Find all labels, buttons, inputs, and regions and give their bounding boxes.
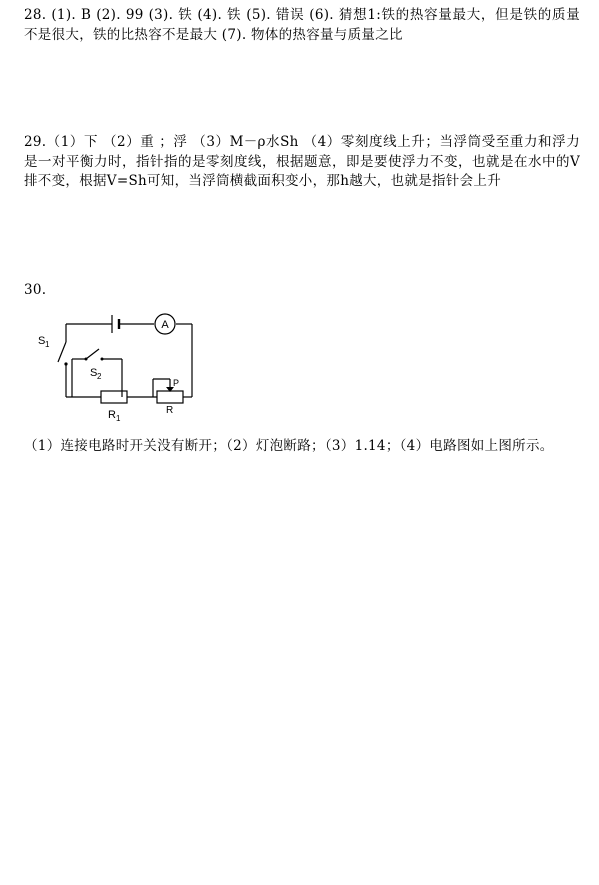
answer-30: （1）连接电路时开关没有断开；（2）灯泡断路；（3）1.14；（4）电路图如上图所示。 — [24, 438, 554, 454]
switch-s2-subscript: 2 — [97, 372, 102, 381]
switch-s2-pivot — [85, 358, 88, 361]
ammeter-label: A — [161, 319, 169, 331]
resistor-r1-body — [101, 391, 127, 403]
switch-s1-blade — [58, 342, 66, 362]
switch-s1-label: S — [38, 335, 46, 347]
switch-s2-contact — [101, 358, 104, 361]
question-30-number: 30. — [24, 282, 47, 298]
rheostat-body — [157, 391, 183, 403]
resistor-r1-subscript: 1 — [116, 414, 121, 423]
switch-s1-contact — [64, 362, 67, 365]
circuit-diagram — [30, 312, 200, 427]
rheostat-label: R — [166, 405, 174, 416]
switch-s2-label: S — [90, 367, 98, 379]
resistor-r1-label: R — [108, 409, 116, 421]
answer-28: 28. (1). B (2). 99 (3). 铁 (4). 铁 (5). 错误 (6). 猜想1:铁的热容量最大，但是铁的质量不是很大，铁的比热容不是最大 (7). 物体的热容量与质量之比 — [24, 7, 580, 43]
answer-29: 29.（1）下 （2）重 ；浮 （3）M－ρ水Sh （4）零刻度线上升；当浮筒受至重力和浮力是一对平衡力时，指针指的是零刻度线，根据题意，即是要使浮力不变，也就是在水中的V排不变，根据V=Sh可知，当浮筒横截面积变小，那h越大，也就是指针会上升 — [24, 134, 580, 189]
switch-s1-subscript: 1 — [45, 340, 50, 349]
switch-s2-blade — [86, 349, 99, 359]
slider-p-label: P — [173, 378, 180, 388]
